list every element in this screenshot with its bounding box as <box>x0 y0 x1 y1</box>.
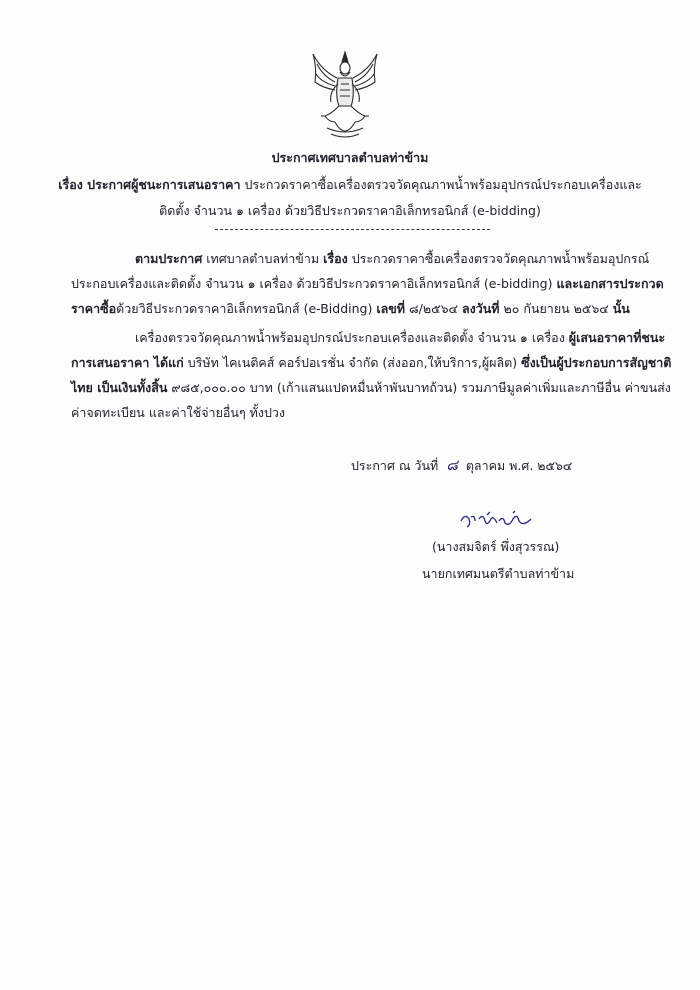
subject-line-1: เรื่อง ประกาศผู้ชนะการเสนอราคา ประกวดราคาซื้อเครื่องตรวจวัดคุณภาพน้ำพร้อมอุปกรณ์ประกอบเครื่องและ <box>58 177 642 192</box>
para2-line-1: เครื่องตรวจวัดคุณภาพน้ำพร้อมอุปกรณ์ประกอบเครื่องและติดตั้ง จำนวน ๑ เครื่อง ผู้เสนอราคาที่ชนะ <box>135 330 666 345</box>
para1-line-3: ราคาซื้อด้วยวิธีประกวดราคาอิเล็กทรอนิกส์ (e-Bidding) เลขที่ ๘/๒๕๖๔ ลงวันที่ ๒๐ กันยายน ๒๕๖๔ นั้น <box>71 301 630 316</box>
signatory-name: (นางสมจิตร์ พึ่งสุวรรณ) <box>432 539 560 554</box>
announce-date: ประกาศ ณ วันที่ ๘ ตุลาคม พ.ศ. ๒๕๖๔ <box>351 456 573 474</box>
para1-line-1: ตามประกาศ เทศบาลตำบลท่าข้าม เรื่อง ประกวดราคาซื้อเครื่องตรวจวัดคุณภาพน้ำพร้อมอุปกรณ์ <box>135 251 650 266</box>
para2-line-2: การเสนอราคา ได้แก่ บริษัท ไคเนติคส์ คอร์ปอเรชั่น จำกัด (ส่งออก,ให้บริการ,ผู้ผลิต) ซึ่งเป็นผู้ประกอบการสัญชาติ <box>71 355 672 370</box>
para2-line-4: ค่าจดทะเบียน และค่าใช้จ่ายอื่นๆ ทั้งปวง <box>71 405 286 420</box>
signatory-position: นายกเทศมนตรีตำบลท่าข้าม <box>422 566 575 581</box>
para1-line-2: ประกอบเครื่องและติดตั้ง จำนวน ๑ เครื่อง ด้วยวิธีประกวดราคาอิเล็กทรอนิกส์ (e-bidding) และเอกสารประกวด <box>71 276 664 291</box>
handwritten-signature <box>457 505 537 535</box>
announce-day: ๘ <box>446 456 458 474</box>
agency-title: ประกาศเทศบาลตำบลท่าข้าม <box>271 150 429 165</box>
garuda-emblem <box>307 48 383 142</box>
divider-line <box>215 229 490 230</box>
subject-line-2: ติดตั้ง จำนวน ๑ เครื่อง ด้วยวิธีประกวดราคาอิเล็กทรอนิกส์ (e-bidding) <box>159 203 541 218</box>
para2-line-3: ไทย เป็นเงินทั้งสิ้น ๙๘๕,๐๐๐.๐๐ บาท (เก้าแสนแปดหมื่นห้าพันบาทถ้วน) รวมภาษีมูลค่าเพิ่มและภาษีอื่น ค่าขนส่ง <box>71 380 671 395</box>
